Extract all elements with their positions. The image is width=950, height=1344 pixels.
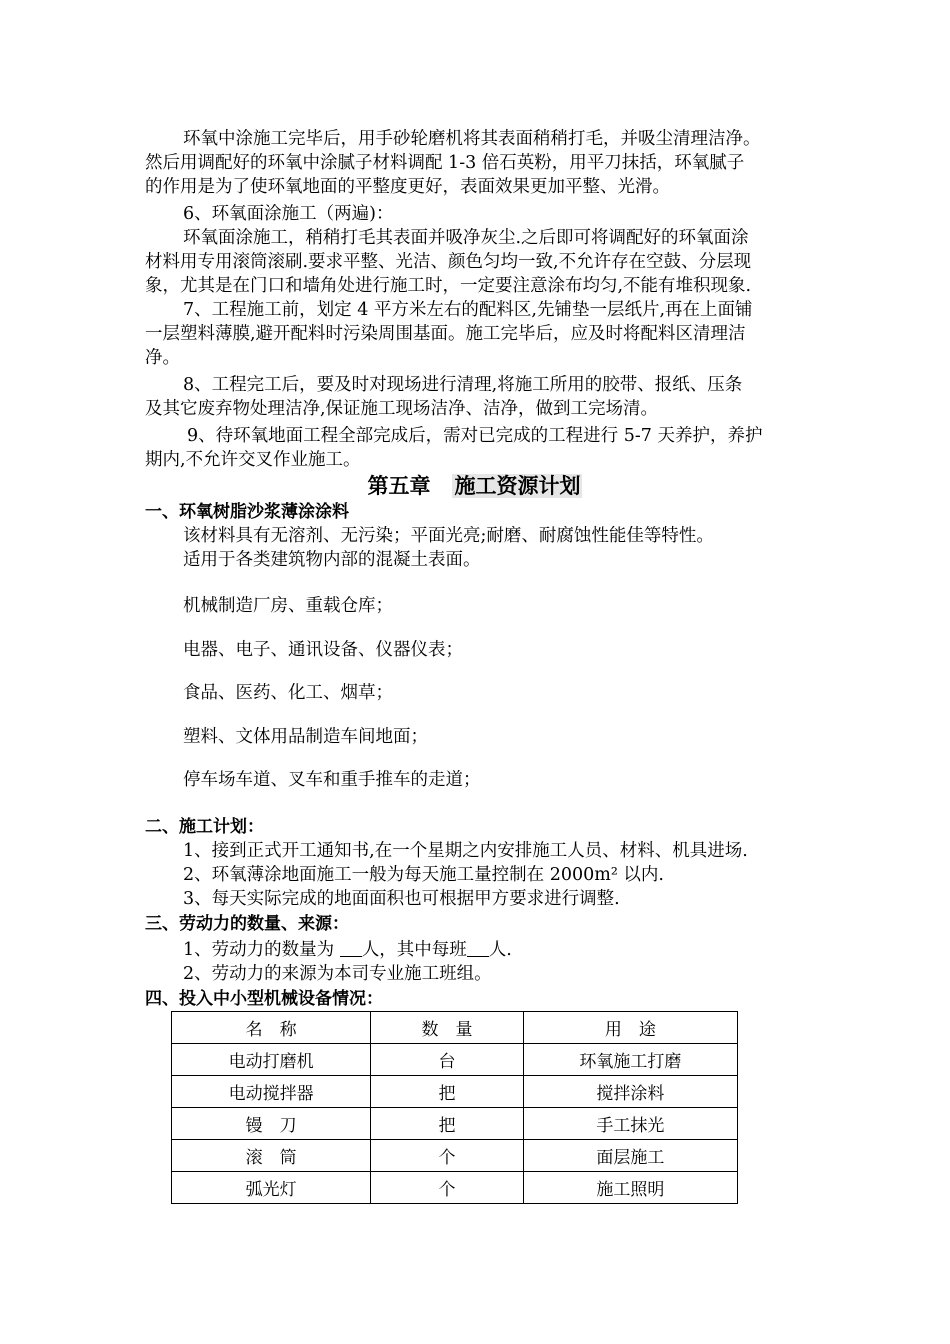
labor-unit: 人. — [488, 940, 512, 960]
labor-count-label: 1、劳动力的数量为 — [183, 940, 340, 960]
paragraph-line: 材料用专用滚筒滚刷.要求平整、光洁、颜色匀均一致,不允许存在空鼓、分层现 — [145, 252, 752, 272]
labor-per-shift-blank — [467, 938, 489, 957]
chapter-heading — [0, 472, 950, 500]
table-row — [172, 1140, 738, 1172]
paragraph-line: 8、工程完工后，要及时对现场进行清理,将施工所用的胶带、报纸、压条 — [183, 375, 743, 395]
column-header-purpose: 用 途 — [523, 1012, 737, 1044]
table-header-row — [172, 1012, 738, 1044]
section-text: 该材料具有无溶剂、无污染；平面光亮;耐磨、耐腐蚀性能佳等特性。 — [183, 526, 714, 546]
list-item: 机械制造厂房、重载仓库； — [183, 596, 393, 616]
list-item: 塑料、文体用品制造车间地面； — [183, 727, 428, 747]
section-text: 适用于各类建筑物内部的混凝土表面。 — [183, 550, 481, 570]
paragraph-line: 象，尤其是在门口和墙角处进行施工时，一定要注意涂布均匀,不能有堆积现象. — [145, 276, 752, 296]
table-row — [172, 1076, 738, 1108]
table-cell: 把 — [371, 1076, 523, 1108]
paragraph-line: 净。 — [145, 348, 180, 368]
table-cell: 面层施工 — [523, 1140, 737, 1172]
paragraph-line: 的作用是为了使环氧地面的平整度更好，表面效果更加平整、光滑。 — [145, 177, 670, 197]
chapter-title: 施工资源计划 — [454, 474, 581, 498]
chapter-number: 第五章 — [367, 474, 431, 498]
list-item: 电器、电子、通讯设备、仪器仪表； — [183, 640, 463, 660]
section-heading: 三、劳动力的数量、来源： — [145, 914, 349, 934]
labor-per-shift-label: 人，其中每班 — [361, 940, 467, 960]
paragraph-line: 及其它废弃物处理洁净,保证施工现场洁净、洁净，做到工完场清。 — [145, 399, 659, 419]
table-cell: 个 — [371, 1172, 523, 1204]
section-heading: 四、投入中小型机械设备情况： — [145, 989, 383, 1009]
paragraph-line: 9、待环氧地面工程全部完成后，需对已完成的工程进行 5-7 天养护，养护 — [187, 426, 763, 446]
list-item: 1、接到正式开工通知书,在一个星期之内安排施工人员、材料、机具进场. — [183, 841, 748, 861]
table-cell: 搅拌涂料 — [523, 1076, 737, 1108]
section-heading: 二、施工计划： — [145, 817, 264, 837]
table-cell: 电动打磨机 — [172, 1044, 371, 1076]
section-heading: 一、环氧树脂沙浆薄涂涂料 — [145, 502, 349, 522]
table-cell: 电动搅拌器 — [172, 1076, 371, 1108]
equipment-table — [171, 1011, 738, 1204]
list-item — [183, 938, 512, 962]
table-cell: 把 — [371, 1108, 523, 1140]
paragraph-line: 期内,不允许交叉作业施工。 — [145, 450, 361, 470]
table-cell: 台 — [371, 1044, 523, 1076]
list-item: 2、劳动力的来源为本司专业施工班组。 — [183, 964, 492, 984]
table-cell: 施工照明 — [523, 1172, 737, 1204]
table-row — [172, 1108, 738, 1140]
list-item: 停车场车道、叉车和重手推车的走道； — [183, 770, 481, 790]
step-heading: 6、环氧面涂施工（两遍)： — [183, 204, 394, 224]
labor-count-blank — [340, 938, 362, 957]
column-header-quantity: 数 量 — [371, 1012, 523, 1044]
table-row — [172, 1172, 738, 1204]
table-cell: 手工抹光 — [523, 1108, 737, 1140]
table-row — [172, 1044, 738, 1076]
paragraph-line: 7、工程施工前，划定 4 平方米左右的配料区,先铺垫一层纸片,再在上面铺 — [183, 300, 753, 320]
table-cell: 个 — [371, 1140, 523, 1172]
paragraph-line: 环氧中涂施工完毕后，用手砂轮磨机将其表面稍稍打毛，并吸尘清理洁净。 — [183, 129, 761, 149]
column-header-name: 名 称 — [172, 1012, 371, 1044]
table-cell: 滚 筒 — [172, 1140, 371, 1172]
list-item: 3、每天实际完成的地面面积也可根据甲方要求进行调整. — [183, 889, 620, 909]
list-item: 2、环氧薄涂地面施工一般为每天施工量控制在 2000m² 以内. — [183, 865, 664, 885]
paragraph-line: 然后用调配好的环氧中涂腻子材料调配 1-3 倍石英粉，用平刀抹括，环氧腻子 — [145, 153, 745, 173]
paragraph-line: 环氧面涂施工，稍稍打毛其表面并吸净灰尘.之后即可将调配好的环氧面涂 — [183, 228, 749, 248]
table-cell: 镘 刀 — [172, 1108, 371, 1140]
paragraph-line: 一层塑料薄膜,避开配料时污染周围基面。施工完毕后，应及时将配料区清理洁 — [145, 324, 746, 344]
table-cell: 环氧施工打磨 — [523, 1044, 737, 1076]
list-item: 食品、医药、化工、烟草； — [183, 683, 393, 703]
table-cell: 弧光灯 — [172, 1172, 371, 1204]
